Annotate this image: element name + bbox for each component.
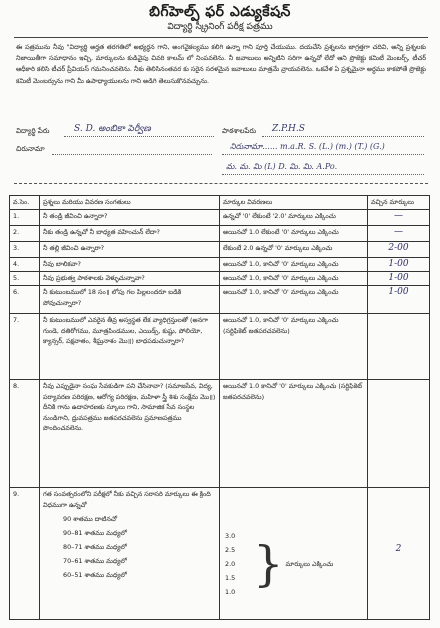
point-value: 1.0 <box>225 588 236 596</box>
table-row <box>10 286 430 314</box>
row-number: 9. <box>10 488 40 620</box>
row-question-text: గత సంవత్సరంలోని పరీక్షలో నీకు వచ్చిన సరాసరి మార్కులు ఈ క్రింది విధముగా ఉన్నచో <box>43 490 211 509</box>
range-item: 90 శాతము దాటినచో <box>63 515 117 523</box>
row-score: 1-00 <box>368 286 430 314</box>
row-score: 2 <box>368 488 430 620</box>
student-name-line <box>64 136 214 137</box>
address-line-1 <box>222 154 424 155</box>
percentage-ranges <box>43 512 216 582</box>
address-value-1: నిరునామా...... m.a.R. S. (L.) (m.) (T.) (G.) <box>230 142 385 151</box>
row-number: 3. <box>10 242 40 258</box>
row-score <box>368 314 430 380</box>
row-score: — <box>368 210 430 226</box>
row-marks: ఉన్నచో '0' లేకుంటే '2.0' మార్కులు ఎక్కించు <box>220 210 368 226</box>
row-question: నీ కుటుంబములో ఎవరైన తీవ్ర అస్వస్థత లేక వ్యాధిగ్రస్తులతో (అనగా గుండె, దతిరోగము, మూత్రపిండముల, ఎయిడ్స్, కుష్టు, పోలియో, క్యాన్సర్, పక్షవాతం, శీఘ్రనాశం మొ॥) బాధపడుచున్నారా? <box>40 314 220 380</box>
student-name-label: విద్యార్థి పేరు <box>16 127 50 135</box>
address-line-2 <box>222 174 424 175</box>
row-number: 2. <box>10 226 40 242</box>
table-row <box>10 226 430 242</box>
row-question: నీవు బాలికవా? <box>40 258 220 272</box>
row-score <box>368 380 430 488</box>
screening-table <box>9 195 430 620</box>
student-name-value: S. D. అంబికా పెర్వీణ <box>74 124 151 134</box>
table-header-row <box>10 196 430 210</box>
school-name-line <box>262 136 424 137</box>
row-question: నీ తండ్రి జీవించి ఉన్నారా? <box>40 210 220 226</box>
range-item: 70–61 శాతము మధ్యలో <box>63 557 127 565</box>
row-question: నీ తల్లి జీవించి ఉన్నారా? <box>40 242 220 258</box>
row-marks: అయినచో 1.0 లేకుంటే '0' మార్కులు ఎక్కించు <box>220 226 368 242</box>
row-marks: అయినచో 1.0, కానిచో '0' మార్కులు ఎక్కించు <box>220 286 368 314</box>
address-line-left <box>52 154 212 155</box>
table-row <box>10 210 430 226</box>
point-value: 3.0 <box>225 532 236 540</box>
range-item: 90–81 శాతము మధ్యలో <box>63 529 127 537</box>
point-value: 2.5 <box>225 546 236 554</box>
form-title: బిగ్‌హెల్ప్ ఫర్ ఎడ్యుకేషన్ <box>149 4 291 20</box>
school-name-label: పాఠశాలపేరు <box>222 127 257 135</box>
table-row <box>10 258 430 272</box>
row-question: నీవు ఎప్పుడైనా సంఘ సేవకుడిగా పని చేసినావా? (సమాజసేవ, విద్య, పర్యావరణ పరిరక్షణ, ఆరోగ్య పరిరక్షణ, మహిళా స్త్రీ శిశు సంక్షేమ మొ॥) దీనికి గాను ఉదాహరణకు స్కూలు గాని, సామాజిక సేవ సంస్థల నుండిగాని, ధ్రువపత్రము జతపరచవలెను ప్రమాణపత్రము పొందించవలెను. <box>40 380 220 488</box>
row-question: నీ కుటుంబములో 18 సం॥ లోపు గల పిల్లలందరూ బడికి పోవుచున్నారా? <box>40 286 220 314</box>
row-marks: అయినచో 1.0, కానిచో '0' మార్కులు ఎక్కించు (సర్టిఫికెట్ జతపరచవలెను) <box>220 314 368 380</box>
row-number: 1. <box>10 210 40 226</box>
row-score: 1-00 <box>368 272 430 286</box>
row-number: 8. <box>10 380 40 488</box>
points-block <box>223 529 364 599</box>
header-serial: వ.సెం. <box>10 196 40 210</box>
row-score: — <box>368 226 430 242</box>
header-score: వచ్చిన మార్కులు <box>368 196 430 210</box>
row-marks <box>220 488 368 620</box>
row-marks: అయినచో 1.0, కానిచో '0' మార్కులు ఎక్కించు <box>220 272 368 286</box>
row-marks: అయినచో 1.0, కానిచో '0' మార్కులు ఎక్కించు <box>220 258 368 272</box>
row-question <box>40 488 220 620</box>
range-item: 80–71 శాతము మధ్యలో <box>63 543 127 551</box>
section-divider <box>14 183 428 184</box>
address-value-2: మ. మ. మి (L) D. మి. మి. A.Po. <box>226 162 338 171</box>
row-score: 2-00 <box>368 242 430 258</box>
row-marks: లేకుంటే 2.0 ఉన్నచో '0' మార్కులు ఎక్కించు <box>220 242 368 258</box>
table-row <box>10 242 430 258</box>
header-marks-desc: మార్కుల వివరణలు <box>220 196 368 210</box>
table-row <box>10 314 430 380</box>
row-number: 6. <box>10 286 40 314</box>
header-question: ప్రశ్నలు మరియు వివరణ సంగతులు <box>40 196 220 210</box>
address-label: చిరునామా <box>16 145 45 153</box>
row-marks-text: మార్కులు ఎక్కించు <box>285 559 334 568</box>
table-row <box>10 272 430 286</box>
form-subtitle: విద్యార్థి స్క్రీనింగ్ పరీక్ష పత్రము <box>167 22 273 32</box>
title-divider <box>14 37 428 38</box>
instructions-paragraph: ఈ పత్రమును నీవు "విద్యార్థి అర్హత తరగతిలో అభ్యర్థన గాని, అంగవైకల్యము కలిగి ఉన్నా గాని పూర్తి చేయుము. దయచేసి ప్రశ్నలను జాగ్రత్తగా చదివి, అన్ని ప్రశ్నలకు నిజాయితీగా సమాధానం ఇచ్చి, మార్కులను కుడివైపు చివరి కాలమ్ లో నింపవలెను. నీ జవాబులు అన్నిటిని సరిగా ఉన్నవో లేదో ఆని ప్రొజెక్టు కమిటీ మెంబర్స్, టీచర్ ఆధీకారి కలిసి టీచర్ ప్రీవియస్ గమనించవలెను. నీకు తెలిసినంతవర కు సరైన సరళమైన జవాబులు మాత్రమే వ్రాయవలెను. ఒకవేళ ఏ ప్రశ్నమైనా అర్థము కాకపోతే ప్రొజెక్టు కమిటీ మెంబర్సును గాని మీ ఉపాధ్యాయులను గాని అడిగి తెలుసుకొనవచ్చును. <box>16 43 426 85</box>
range-item: 60–51 శాతము మధ్యలో <box>63 571 127 579</box>
curly-brace-icon: } <box>253 536 284 592</box>
row-question: నీకు తండ్రి ఉన్నచో నీ బాధ్యత వహించున్ లేదా? <box>40 226 220 242</box>
row-number: 7. <box>10 314 40 380</box>
row-score: 1-00 <box>368 258 430 272</box>
points-list <box>223 529 251 599</box>
table-row <box>10 488 430 620</box>
point-value: 2.0 <box>225 560 236 568</box>
row-question: నీవు ప్రభుత్వ పాఠశాలకు వెళ్ళుచున్నావా? <box>40 272 220 286</box>
point-value: 1.5 <box>225 574 236 582</box>
row-marks: అయినచో 1.0 కానిచో '0' మార్కులు ఎక్కించు (సర్టిఫికెట్ జతపరచవలెను) <box>220 380 368 488</box>
row-number: 4. <box>10 258 40 272</box>
row-number: 5. <box>10 272 40 286</box>
table-row <box>10 380 430 488</box>
school-name-value: Z.P.H.S <box>272 124 305 134</box>
